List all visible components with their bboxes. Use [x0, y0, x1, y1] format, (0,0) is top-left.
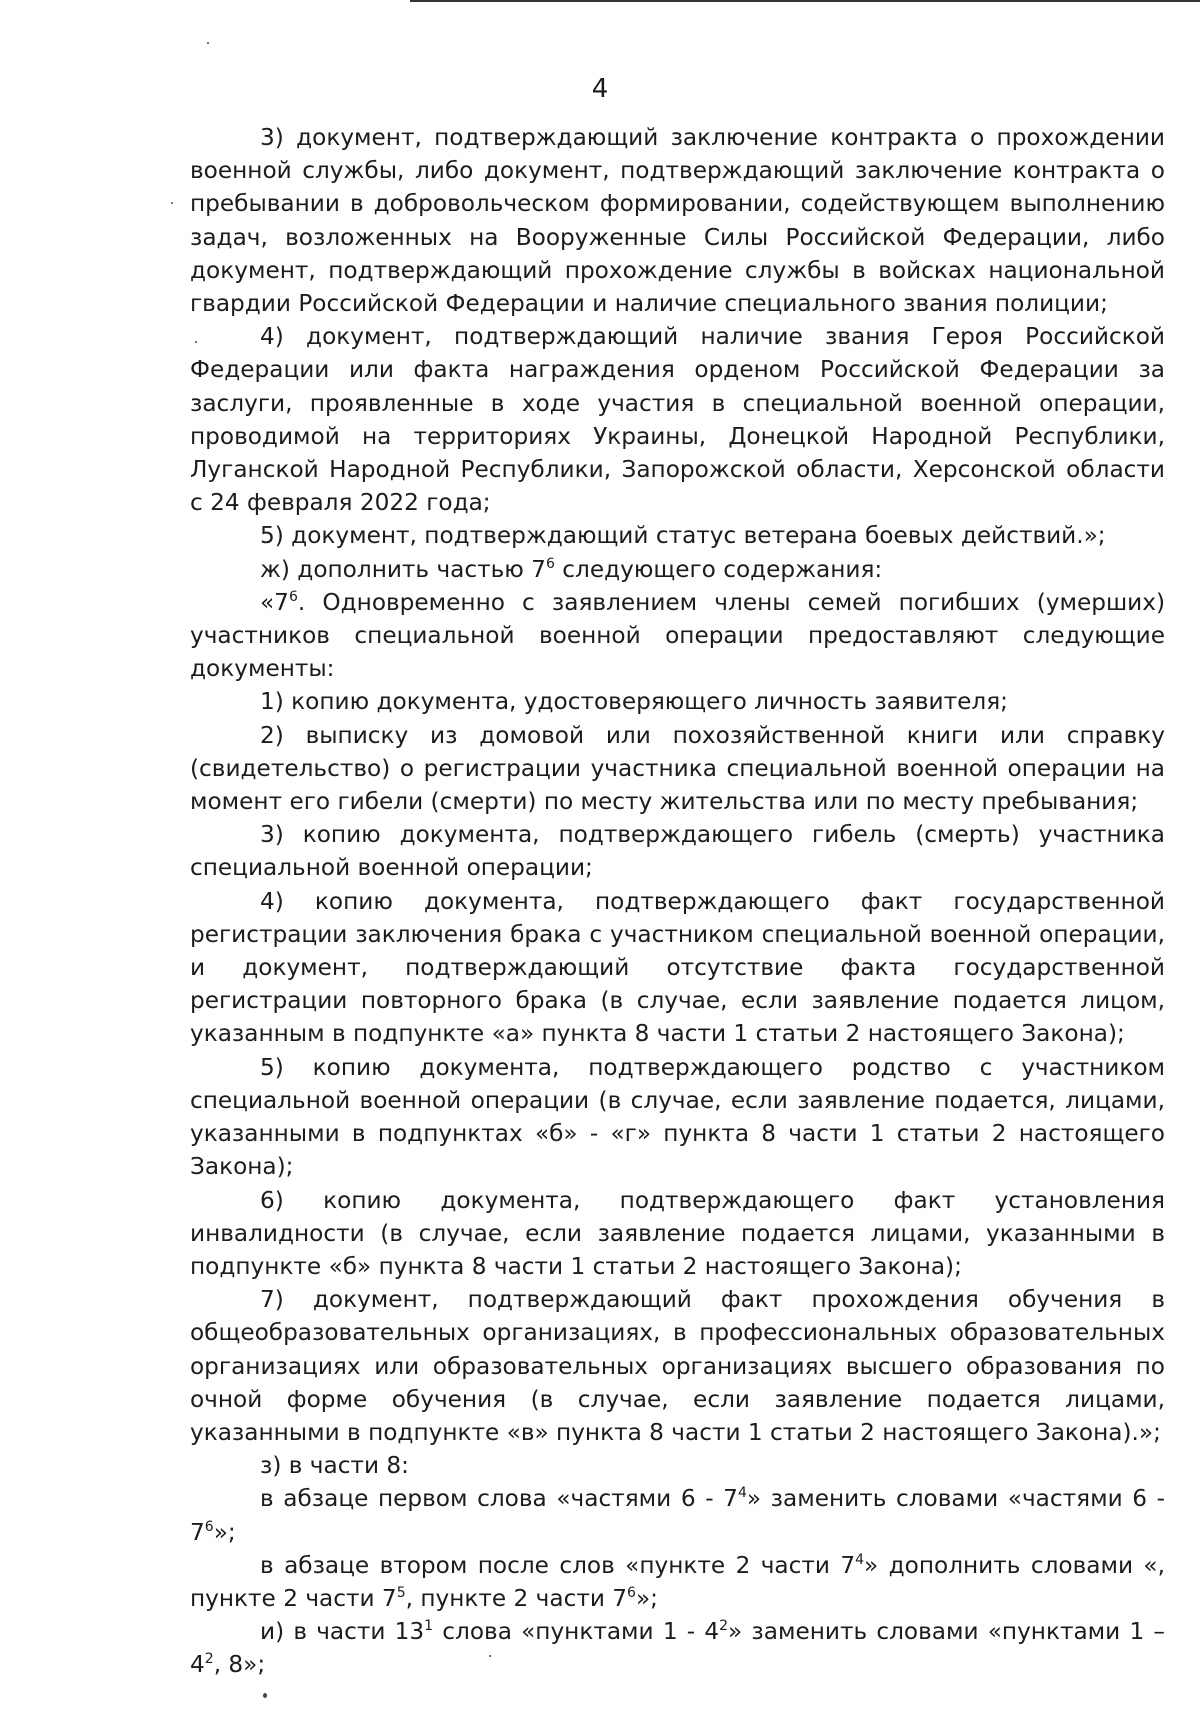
superscript: 5: [396, 1584, 406, 1601]
text-run: з) в части 8:: [260, 1452, 409, 1480]
scan-speck: [207, 42, 209, 44]
text-run: 3) копию документа, подтверждающего гибель (смерть) участника специальной военной операции;: [190, 821, 1165, 882]
text-run: 3) документ, подтверждающий заключение контракта о прохождении военной службы, либо документ, подтверждающий заключение контракта о пребывании в добровольческом формировании, содействующем выполнению задач, возложенных на Вооруженные Силы Российской Федерации, либо документ, подтверждающий прохождение службы в войсках национальной гвардии Российской Федерации и наличие специального звания полиции;: [190, 124, 1165, 318]
paragraph: [190, 1051, 1165, 1184]
text-run: «7: [260, 588, 289, 616]
scan-top-edge: [410, 0, 1200, 2]
text-run: в абзаце первом слова «частями 6 - 7: [260, 1485, 738, 1513]
text-run: » дополнить словами «, пункте 2 части 7: [190, 1551, 1165, 1612]
text-run: 7) документ, подтверждающий факт прохождения обучения в общеобразовательных организациях, в профессиональных образовательных организациях или образовательных организациях высшего образования по очной форме обучения (в случае, если заявление подается лицами, указанными в подпункте «в» пункта 8 части 1 статьи 2 настоящего Закона).»;: [190, 1286, 1165, 1446]
paragraph: [190, 685, 1165, 718]
paragraph: [190, 553, 1165, 586]
paragraph: [190, 885, 1165, 1051]
text-run: 5) документ, подтверждающий статус ветерана боевых действий.»;: [260, 522, 1106, 550]
superscript: 6: [204, 1518, 214, 1535]
superscript: 1: [424, 1618, 434, 1635]
text-run: » заменить словами «пунктами 1 – 4: [190, 1618, 1165, 1679]
text-run: , 8»;: [213, 1651, 266, 1679]
superscript: 2: [719, 1618, 729, 1635]
text-run: и) в части 13: [260, 1618, 425, 1646]
paragraph: [190, 586, 1165, 686]
superscript: 6: [288, 588, 298, 605]
page-number: 4: [591, 74, 609, 104]
text-run: . Одновременно с заявлением члены семей погибших (умерших) участников специальной военной операции предоставляют следующие документы:: [190, 588, 1165, 683]
paragraph: [190, 121, 1165, 320]
text-run: »;: [213, 1518, 236, 1546]
scan-speck: [171, 202, 173, 204]
paragraph: [190, 320, 1165, 519]
superscript: 2: [204, 1651, 214, 1668]
paragraph: [190, 1615, 1165, 1681]
superscript: 6: [627, 1584, 636, 1601]
text-run: 4) документ, подтверждающий наличие звания Героя Российской Федерации или факта награждения орденом Российской Федерации за заслуги, проявленные в ходе участия в специальной военной операции, проводимой на территориях Украины, Донецкой Народной Республики, Луганской Народной Республики, Запорожской области, Херсонской области с 24 февраля 2022 года;: [190, 323, 1165, 517]
paragraph: [190, 1184, 1165, 1284]
scan-speck: [489, 1655, 491, 1657]
text-run: »;: [635, 1584, 658, 1612]
text-run: следующего содержания:: [554, 555, 883, 583]
paragraph: [190, 818, 1165, 884]
paragraph: [190, 1449, 1165, 1482]
scan-speck: [263, 1693, 267, 1698]
paragraph: [190, 1482, 1165, 1548]
text-run: слова «пунктами 1 - 4: [433, 1618, 720, 1646]
superscript: 4: [737, 1485, 747, 1502]
text-run: 6) копию документа, подтверждающего факт установления инвалидности (в случае, если заявление подается лицами, указанными в подпункте «б» пункта 8 части 1 статьи 2 настоящего Закона);: [190, 1186, 1165, 1280]
text-run: 5) копию документа, подтверждающего родство с участником специальной военной операции (в случае, если заявление подается, лицами, указанными в подпунктах «б» - «г» пункта 8 части 1 статьи 2 настоящего Закона);: [190, 1053, 1165, 1181]
text-run: , пункте 2 части 7: [405, 1584, 628, 1612]
text-run: 4) копию документа, подтверждающего факт государственной регистрации заключения брака с участником специальной военной операции, и документ, подтверждающий отсутствие факта государственной регистрации повторного брака (в случае, если заявление подается лицом, указанным в подпункте «а» пункта 8 части 1 статьи 2 настоящего Закона);: [190, 887, 1165, 1048]
text-run: в абзаце втором после слов «пункте 2 части 7: [260, 1551, 856, 1579]
superscript: 4: [855, 1551, 865, 1568]
text-run: » заменить словами «частями 6 - 7: [190, 1485, 1165, 1546]
text-run: 1) копию документа, удостоверяющего личность заявителя;: [260, 688, 1008, 716]
paragraph: [190, 1549, 1165, 1615]
paragraph: [190, 519, 1165, 552]
superscript: 6: [545, 555, 555, 572]
paragraph: [190, 719, 1165, 819]
scan-speck: [195, 341, 197, 343]
text-run: 2) выписку из домовой или похозяйственной книги или справку (свидетельство) о регистрации участника специальной военной операции на момент его гибели (смерти) по месту жительства или по месту пребывания;: [190, 721, 1165, 816]
paragraph: [190, 1283, 1165, 1449]
text-run: ж) дополнить частью 7: [260, 555, 546, 583]
document-body: [190, 121, 1165, 1682]
